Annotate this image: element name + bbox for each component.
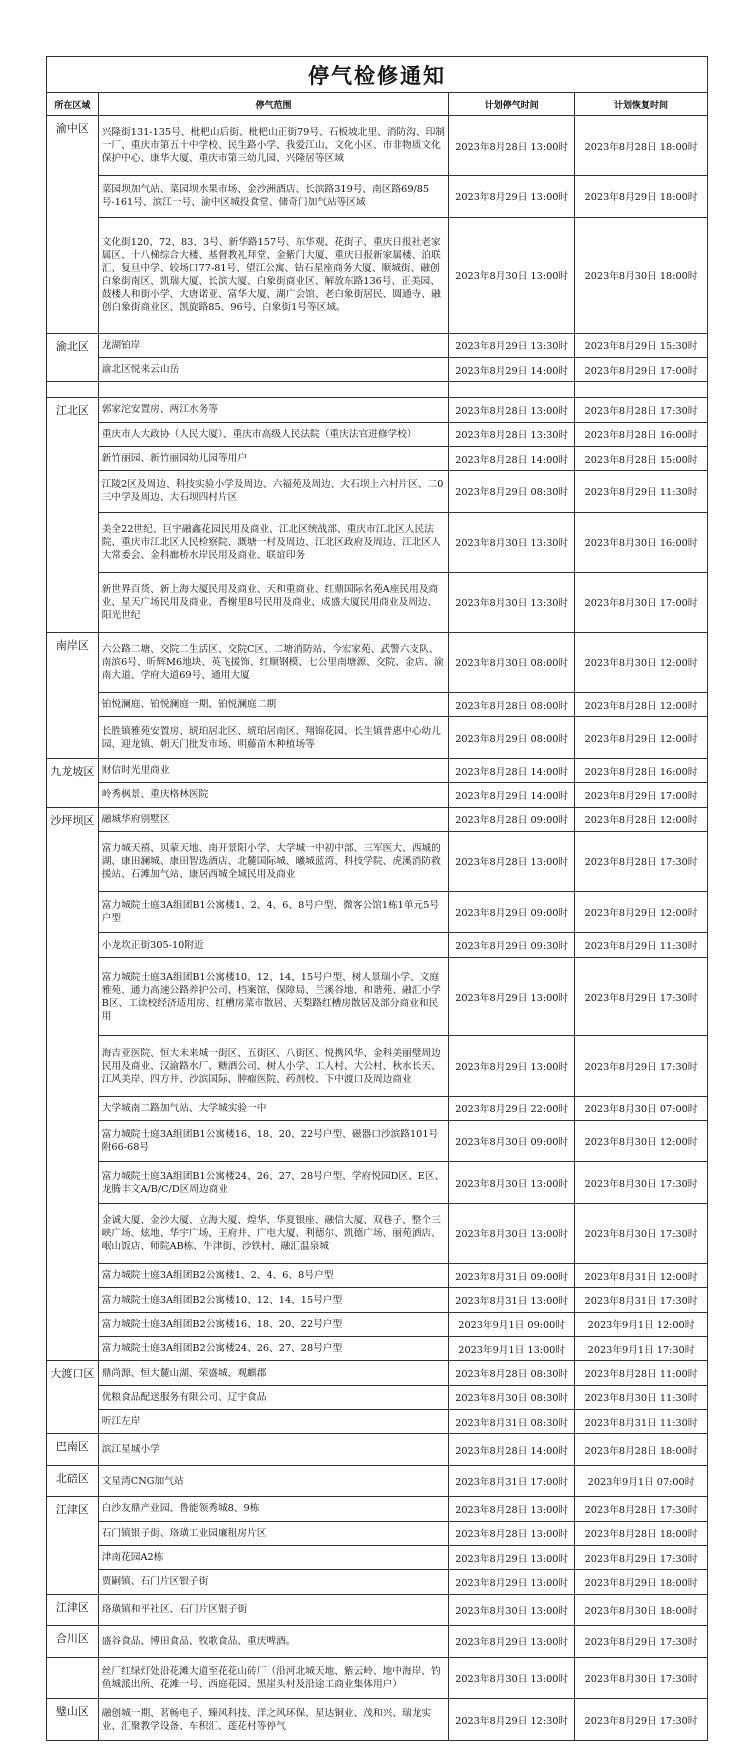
table-row bbox=[47, 1699, 708, 1741]
resume-time-cell: 2023年8月28日 18:00时 bbox=[575, 1521, 708, 1545]
stop-time-cell: 2023年8月30日 13:00时 bbox=[449, 217, 575, 333]
table-row bbox=[47, 831, 708, 891]
table-row bbox=[47, 1203, 708, 1263]
scope-cell: 津南花园A2栋 bbox=[98, 1545, 448, 1569]
table-row bbox=[47, 422, 708, 446]
resume-time-cell: 2023年9月1日 17:30时 bbox=[575, 1337, 708, 1361]
table-row bbox=[47, 632, 708, 692]
resume-time-cell: 2023年8月29日 17:30时 bbox=[575, 1545, 708, 1569]
district-cell: 渝中区 bbox=[47, 116, 99, 334]
column-header-district: 所在区域 bbox=[47, 93, 99, 116]
scope-cell: 文化街120、72、83、3号、新华路157号、东华观、花街子、重庆日报社老家属区、十八梯综合大楼、基督教礼拜堂、金紫门大厦、重庆日报新家属楼、泊联汇、复旦中学、较场口77-81号、望江公寓、钻石星座商务大厦、顺城街、融创白象街南区、凯瑞大厦、长滨大厦、白象街商业区、解放东路136号、正美园、鼓楼人和街小学、大唐诺亚、富华大厦、湖广会馆、老白象街居民、圆通寺、融创白象街商业区、凯旋路85、96号、白象街1号等区域。 bbox=[98, 217, 448, 333]
scope-cell: 富力城院士庭3A组团B1公寓楼1、2、4、6、8号户型、微客公馆1栋1单元5号户型 bbox=[98, 891, 448, 933]
scope-cell: 渝北区悦来云山岳 bbox=[98, 357, 448, 381]
scope-cell: 新竹丽园、新竹丽园幼儿园等用户 bbox=[98, 446, 448, 470]
table-row bbox=[47, 693, 708, 717]
scope-cell: 富力城院士庭3A组团B2公寓楼10、12、14、15号户型 bbox=[98, 1288, 448, 1312]
resume-time-cell: 2023年8月29日 17:30时 bbox=[575, 1036, 708, 1096]
scope-cell: 龙湖铂岸 bbox=[98, 333, 448, 357]
table-row bbox=[47, 1120, 708, 1162]
column-header-resume-time: 计划恢复时间 bbox=[575, 93, 708, 116]
stop-time-cell: 2023年8月29日 12:30时 bbox=[449, 1699, 575, 1741]
stop-time-cell: 2023年8月30日 08:30时 bbox=[449, 1385, 575, 1409]
district-cell: 南岸区 bbox=[47, 632, 99, 758]
district-cell: 巴南区 bbox=[47, 1434, 99, 1465]
stop-time-cell: 2023年9月1日 09:00时 bbox=[449, 1312, 575, 1336]
stop-time-cell: 2023年8月28日 14:00时 bbox=[449, 1434, 575, 1465]
district-cell: 璧山区 bbox=[47, 1699, 99, 1741]
stop-time-cell: 2023年8月28日 14:00时 bbox=[449, 446, 575, 470]
table-row bbox=[47, 758, 708, 782]
table-row bbox=[47, 1264, 708, 1288]
resume-time-cell: 2023年8月30日 11:30时 bbox=[575, 1385, 708, 1409]
stop-time-cell: 2023年8月28日 13:00时 bbox=[449, 116, 575, 176]
district-cell bbox=[47, 382, 99, 398]
table-row bbox=[47, 217, 708, 333]
stop-time-cell: 2023年8月28日 13:00时 bbox=[449, 1497, 575, 1521]
resume-time-cell: 2023年9月1日 07:00时 bbox=[575, 1465, 708, 1496]
stop-time-cell: 2023年8月30日 13:30时 bbox=[449, 512, 575, 572]
table-row bbox=[47, 807, 708, 831]
district-cell: 江津区 bbox=[47, 1497, 99, 1594]
resume-time-cell: 2023年8月29日 17:30时 bbox=[575, 1626, 708, 1657]
table-row bbox=[47, 891, 708, 933]
scope-cell: 贾嗣镇、石门片区银子街 bbox=[98, 1570, 448, 1594]
table-row bbox=[47, 1385, 708, 1409]
resume-time-cell: 2023年8月30日 17:00时 bbox=[575, 572, 708, 632]
table-row bbox=[47, 783, 708, 807]
scope-cell: 长胜镇雅苑安置房、琥珀居北区、琥珀居南区、翔锦花园、长生镇普惠中心幼儿园、迎龙镇、朝天门批发市场、明藤苗木种植场等 bbox=[98, 717, 448, 759]
table-row bbox=[47, 1594, 708, 1625]
scope-cell: 兴隆街131-135号、枇杷山后街、枇杷山正街79号、石板坡北里、消防沟、印制一厂、重庆市第五十中学校、民生路小学、我爱江山、文化小区、市非物质文化保护中心、康华大厦、重庆市第三幼儿园、兴隆居等区域 bbox=[98, 116, 448, 176]
scope-cell: 文星湾CNG加气站 bbox=[98, 1465, 448, 1496]
column-header-scope: 停气范围 bbox=[98, 93, 448, 116]
resume-time-cell: 2023年8月28日 17:30时 bbox=[575, 1497, 708, 1521]
table-row bbox=[47, 116, 708, 176]
scope-cell: 富力城院士庭3A组团B1公寓楼10、12、14、15号户型、树人景瑞小学、文庭雅苑、通力高速公路养护公司、档案馆、保障局、兰溪谷地、和谐苑、融汇小学B区、工读校经济适用房、红槽房菜市散居、天梨路红槽房散居及部分商业和民用 bbox=[98, 957, 448, 1036]
scope-cell bbox=[98, 382, 448, 398]
scope-cell: 富力城院士庭3A组团B2公寓楼1、2、4、6、8号户型 bbox=[98, 1264, 448, 1288]
table-row bbox=[47, 176, 708, 218]
stop-time-cell: 2023年9月1日 13:00时 bbox=[449, 1337, 575, 1361]
table-row bbox=[47, 1570, 708, 1594]
resume-time-cell: 2023年8月30日 17:30时 bbox=[575, 1203, 708, 1263]
scope-cell: 富力城院士庭3A组团B2公寓楼16、18、20、22号户型 bbox=[98, 1312, 448, 1336]
scope-cell: 六公路二塘、交院二生活区、交院C区、二塘消防站、今宏家苑、武警六支队、南滨6号、昕辉M6地块、英飞援饰、红顺钢模、七公里南塘源、交院、金店、渝南大道、学府大道69号、通用大厦 bbox=[98, 632, 448, 692]
table-row bbox=[47, 572, 708, 632]
scope-cell: 丝厂红绿灯处沿花滩大道至花花山砖厂（沿河北城天地、紫云岭、地中海岸、钓鱼城派出所、花滩一号、西庭花园、黑崖头村及沿途工商业集体用户） bbox=[98, 1657, 448, 1699]
stop-time-cell: 2023年8月29日 14:00时 bbox=[449, 783, 575, 807]
resume-time-cell: 2023年8月29日 17:30时 bbox=[575, 1699, 708, 1741]
stop-time-cell: 2023年8月29日 13:00时 bbox=[449, 176, 575, 218]
scope-cell: 重庆市人大政协（人民大厦）、重庆市高级人民法院（重庆法官进修学校） bbox=[98, 422, 448, 446]
stop-time-cell: 2023年8月28日 08:30时 bbox=[449, 1361, 575, 1385]
resume-time-cell: 2023年9月1日 12:00时 bbox=[575, 1312, 708, 1336]
resume-time-cell: 2023年8月30日 12:00时 bbox=[575, 1120, 708, 1162]
resume-time-cell: 2023年8月28日 12:00时 bbox=[575, 807, 708, 831]
stop-time-cell: 2023年8月31日 08:30时 bbox=[449, 1410, 575, 1434]
stop-time-cell: 2023年8月31日 13:00时 bbox=[449, 1288, 575, 1312]
scope-cell: 小龙坎正街305-10附近 bbox=[98, 933, 448, 957]
resume-time-cell: 2023年8月29日 11:30时 bbox=[575, 471, 708, 513]
stop-time-cell: 2023年8月28日 13:00时 bbox=[449, 398, 575, 422]
stop-time-cell: 2023年8月30日 13:30时 bbox=[449, 572, 575, 632]
stop-time-cell: 2023年8月28日 14:00时 bbox=[449, 758, 575, 782]
scope-cell: 新世界百货、新上海大厦民用及商业、天和重商业、红鼎国际名苑A座民用及商业、星天广场民用及商业、香榭里8号民用及商业、成盛大厦民用商业及周边、阳光世纪 bbox=[98, 572, 448, 632]
stop-time-cell: 2023年8月29日 09:00时 bbox=[449, 891, 575, 933]
scope-cell: 美全22世纪、巨宇融鑫花园民用及商业、江北区统战部、重庆市江北区人民法院、重庆市江北区人民检察院、溉塘一村及周边、江北区政府及周边、江北区人大常委会、金科廊桥水岸民用及商业、联谊印务 bbox=[98, 512, 448, 572]
table-row bbox=[47, 446, 708, 470]
table-row bbox=[47, 1036, 708, 1096]
table-row bbox=[47, 1545, 708, 1569]
stop-time-cell: 2023年8月28日 08:00时 bbox=[449, 693, 575, 717]
resume-time-cell: 2023年8月29日 12:00时 bbox=[575, 891, 708, 933]
table-row bbox=[47, 333, 708, 357]
table-row bbox=[47, 1497, 708, 1521]
table-row bbox=[47, 1162, 708, 1204]
stop-time-cell: 2023年8月30日 13:00时 bbox=[449, 1203, 575, 1263]
scope-cell: 石门镇银子街、珞璜工业园廉租房片区 bbox=[98, 1521, 448, 1545]
resume-time-cell: 2023年8月29日 12:00时 bbox=[575, 717, 708, 759]
scope-cell: 珞璜镇和平社区、石门片区银子街 bbox=[98, 1594, 448, 1625]
notice-sheet bbox=[46, 56, 708, 1741]
resume-time-cell: 2023年8月31日 12:00时 bbox=[575, 1264, 708, 1288]
resume-time-cell: 2023年8月28日 16:00时 bbox=[575, 758, 708, 782]
district-cell bbox=[47, 1657, 99, 1699]
resume-time-cell: 2023年8月29日 15:30时 bbox=[575, 333, 708, 357]
resume-time-cell: 2023年8月29日 17:00时 bbox=[575, 357, 708, 381]
stop-time-cell: 2023年8月30日 13:00时 bbox=[449, 1594, 575, 1625]
resume-time-cell: 2023年8月30日 16:00时 bbox=[575, 512, 708, 572]
scope-cell: 富力城天禧、贝蒙天地、南开景阳小学、大学城一中初中部、三军医大、西城的湖、康田澜城、康田智选酒店、北麓国际城、曦城蓝湾、科技学院、虎溪消防救援站、石滩加气站、康居西城全域民用及商业 bbox=[98, 831, 448, 891]
scope-cell: 菜园坝加气站、菜园坝水果市场、金沙洲酒店、长滨路319号、南区路69/85号-161号、滨江一号、渝中区城投食堂、储奇门加气站等区域 bbox=[98, 176, 448, 218]
resume-time-cell: 2023年8月30日 07:00时 bbox=[575, 1096, 708, 1120]
resume-time-cell: 2023年8月28日 11:00时 bbox=[575, 1361, 708, 1385]
stop-time-cell: 2023年8月28日 13:00时 bbox=[449, 1521, 575, 1545]
district-cell: 大渡口区 bbox=[47, 1361, 99, 1434]
table-row bbox=[47, 1434, 708, 1465]
district-cell: 北碚区 bbox=[47, 1465, 99, 1496]
stop-time-cell: 2023年8月29日 08:00时 bbox=[449, 717, 575, 759]
table-row bbox=[47, 471, 708, 513]
stop-time-cell: 2023年8月29日 13:00时 bbox=[449, 957, 575, 1036]
resume-time-cell: 2023年8月30日 18:00时 bbox=[575, 1594, 708, 1625]
table-row bbox=[47, 1288, 708, 1312]
resume-time-cell: 2023年8月29日 18:00时 bbox=[575, 176, 708, 218]
table-row bbox=[47, 357, 708, 381]
resume-time-cell: 2023年8月30日 18:00时 bbox=[575, 217, 708, 333]
resume-time-cell: 2023年8月29日 18:00时 bbox=[575, 1570, 708, 1594]
scope-cell: 听江左岸 bbox=[98, 1410, 448, 1434]
district-cell: 江津区 bbox=[47, 1594, 99, 1625]
stop-time-cell: 2023年8月31日 09:00时 bbox=[449, 1264, 575, 1288]
scope-cell: 金诚大厦、金沙大厦、立海大厦、煌华、华夏银座、融信大厦、双巷子、整个三峡广场、炫地、华宇广场、王府井、广电大厦、利德尔、凯德广场、丽苑酒店、岷山饭店、师院AB栋、牛津街、沙铁村、融汇温泉城 bbox=[98, 1203, 448, 1263]
scope-cell: 融创城一期、茗畅电子、臻风科技、洋之风环保、星达铜业、茂和兴、瑞龙实业、汇聚教学设备、车积汇、莲花村等停气 bbox=[98, 1699, 448, 1741]
resume-time-cell: 2023年8月30日 12:00时 bbox=[575, 632, 708, 692]
stop-time-cell: 2023年8月30日 13:00时 bbox=[449, 1162, 575, 1204]
district-cell: 江北区 bbox=[47, 398, 99, 633]
district-cell: 沙坪坝区 bbox=[47, 807, 99, 1361]
outage-table bbox=[46, 56, 708, 1741]
stop-time-cell: 2023年8月29日 13:00时 bbox=[449, 1626, 575, 1657]
table-row bbox=[47, 1361, 708, 1385]
scope-cell: 优粮食品配送服务有限公司、辽宇食品 bbox=[98, 1385, 448, 1409]
resume-time-cell: 2023年8月28日 18:00时 bbox=[575, 1434, 708, 1465]
resume-time-cell: 2023年8月31日 11:30时 bbox=[575, 1410, 708, 1434]
scope-cell: 富力城院士庭3A组团B1公寓楼24、26、27、28号户型、学府悦园D区、E区、龙腾丰文A/B/C/D区周边商业 bbox=[98, 1162, 448, 1204]
scope-cell: 融城华府别墅区 bbox=[98, 807, 448, 831]
stop-time-cell: 2023年8月28日 13:30时 bbox=[449, 422, 575, 446]
stop-time-cell bbox=[449, 382, 575, 398]
stop-time-cell: 2023年8月29日 13:30时 bbox=[449, 333, 575, 357]
scope-cell: 铂悦澜庭、铂悦澜庭一期、铂悦澜庭二期 bbox=[98, 693, 448, 717]
stop-time-cell: 2023年8月29日 14:00时 bbox=[449, 357, 575, 381]
resume-time-cell: 2023年8月28日 16:00时 bbox=[575, 422, 708, 446]
stop-time-cell: 2023年8月28日 13:00时 bbox=[449, 831, 575, 891]
stop-time-cell: 2023年8月29日 09:30时 bbox=[449, 933, 575, 957]
resume-time-cell: 2023年8月29日 17:30时 bbox=[575, 957, 708, 1036]
page-title: 停气检修通知 bbox=[47, 57, 708, 93]
district-cell: 九龙坡区 bbox=[47, 758, 99, 807]
resume-time-cell: 2023年8月30日 17:30时 bbox=[575, 1657, 708, 1699]
stop-time-cell: 2023年8月29日 13:00时 bbox=[449, 1570, 575, 1594]
resume-time-cell: 2023年8月30日 17:30时 bbox=[575, 1162, 708, 1204]
scope-cell: 白沙友鼎产业园、鲁能领秀城8、9栋 bbox=[98, 1497, 448, 1521]
resume-time-cell: 2023年8月29日 17:00时 bbox=[575, 783, 708, 807]
stop-time-cell: 2023年8月29日 13:00时 bbox=[449, 1545, 575, 1569]
resume-time-cell: 2023年8月28日 17:30时 bbox=[575, 831, 708, 891]
scope-cell: 富力城院士庭3A组团B2公寓楼24、26、27、28号户型 bbox=[98, 1337, 448, 1361]
stop-time-cell: 2023年8月30日 08:00时 bbox=[449, 632, 575, 692]
table-row bbox=[47, 933, 708, 957]
scope-cell: 财信时光里商业 bbox=[98, 758, 448, 782]
table-row bbox=[47, 1312, 708, 1336]
stop-time-cell: 2023年8月29日 13:00时 bbox=[449, 1036, 575, 1096]
resume-time-cell: 2023年8月28日 12:00时 bbox=[575, 693, 708, 717]
scope-cell: 郭家沱安置房、两江水务等 bbox=[98, 398, 448, 422]
table-row bbox=[47, 717, 708, 759]
resume-time-cell: 2023年8月28日 15:00时 bbox=[575, 446, 708, 470]
stop-time-cell: 2023年8月31日 17:00时 bbox=[449, 1465, 575, 1496]
scope-cell: 岭秀枫景、重庆格林医院 bbox=[98, 783, 448, 807]
stop-time-cell: 2023年8月28日 09:00时 bbox=[449, 807, 575, 831]
stop-time-cell: 2023年8月30日 13:00时 bbox=[449, 1657, 575, 1699]
table-row bbox=[47, 1657, 708, 1699]
table-row bbox=[47, 1626, 708, 1657]
scope-cell: 滨江星城小学 bbox=[98, 1434, 448, 1465]
table-row bbox=[47, 1337, 708, 1361]
scope-cell: 大学城南二路加气站、大学城实验一中 bbox=[98, 1096, 448, 1120]
table-row bbox=[47, 382, 708, 398]
scope-cell: 鼎尚源、恒大麓山湖、荣盛城、观麒郡 bbox=[98, 1361, 448, 1385]
stop-time-cell: 2023年8月29日 22:00时 bbox=[449, 1096, 575, 1120]
table-row bbox=[47, 957, 708, 1036]
column-header-stop-time: 计划停气时间 bbox=[449, 93, 575, 116]
table-row bbox=[47, 398, 708, 422]
table-row bbox=[47, 1521, 708, 1545]
scope-cell: 富力城院士庭3A组团B1公寓楼16、18、20、22号户型、磁器口沙滨路101号附66-68号 bbox=[98, 1120, 448, 1162]
district-cell: 合川区 bbox=[47, 1626, 99, 1657]
stop-time-cell: 2023年8月29日 08:30时 bbox=[449, 471, 575, 513]
scope-cell: 江陵2区及周边、科技实验小学及周边、六福苑及周边、大石坝上六村片区、二0三中学及周边、大石坝四村片区 bbox=[98, 471, 448, 513]
resume-time-cell: 2023年8月29日 11:30时 bbox=[575, 933, 708, 957]
district-cell: 渝北区 bbox=[47, 333, 99, 382]
stop-time-cell: 2023年8月30日 09:00时 bbox=[449, 1120, 575, 1162]
table-row bbox=[47, 1465, 708, 1496]
resume-time-cell: 2023年8月28日 18:00时 bbox=[575, 116, 708, 176]
table-row bbox=[47, 1410, 708, 1434]
table-row bbox=[47, 1096, 708, 1120]
table-row bbox=[47, 512, 708, 572]
scope-cell: 盛谷食品、博田食品、牧歌食品、重庆啤酒。 bbox=[98, 1626, 448, 1657]
resume-time-cell: 2023年8月31日 17:30时 bbox=[575, 1288, 708, 1312]
resume-time-cell bbox=[575, 382, 708, 398]
scope-cell: 海吉亚医院、恒大未来城一街区、五街区、八街区、悦携风华、金科美丽璧周边民用及商业、汉渝路水厂、糖酒公司、树人小学、工人村、大公村、秋水长天、江风美岸、四方井、沙滨国际、肿瘤医院、药剂校、下中渡口及周边商业 bbox=[98, 1036, 448, 1096]
resume-time-cell: 2023年8月28日 17:30时 bbox=[575, 398, 708, 422]
